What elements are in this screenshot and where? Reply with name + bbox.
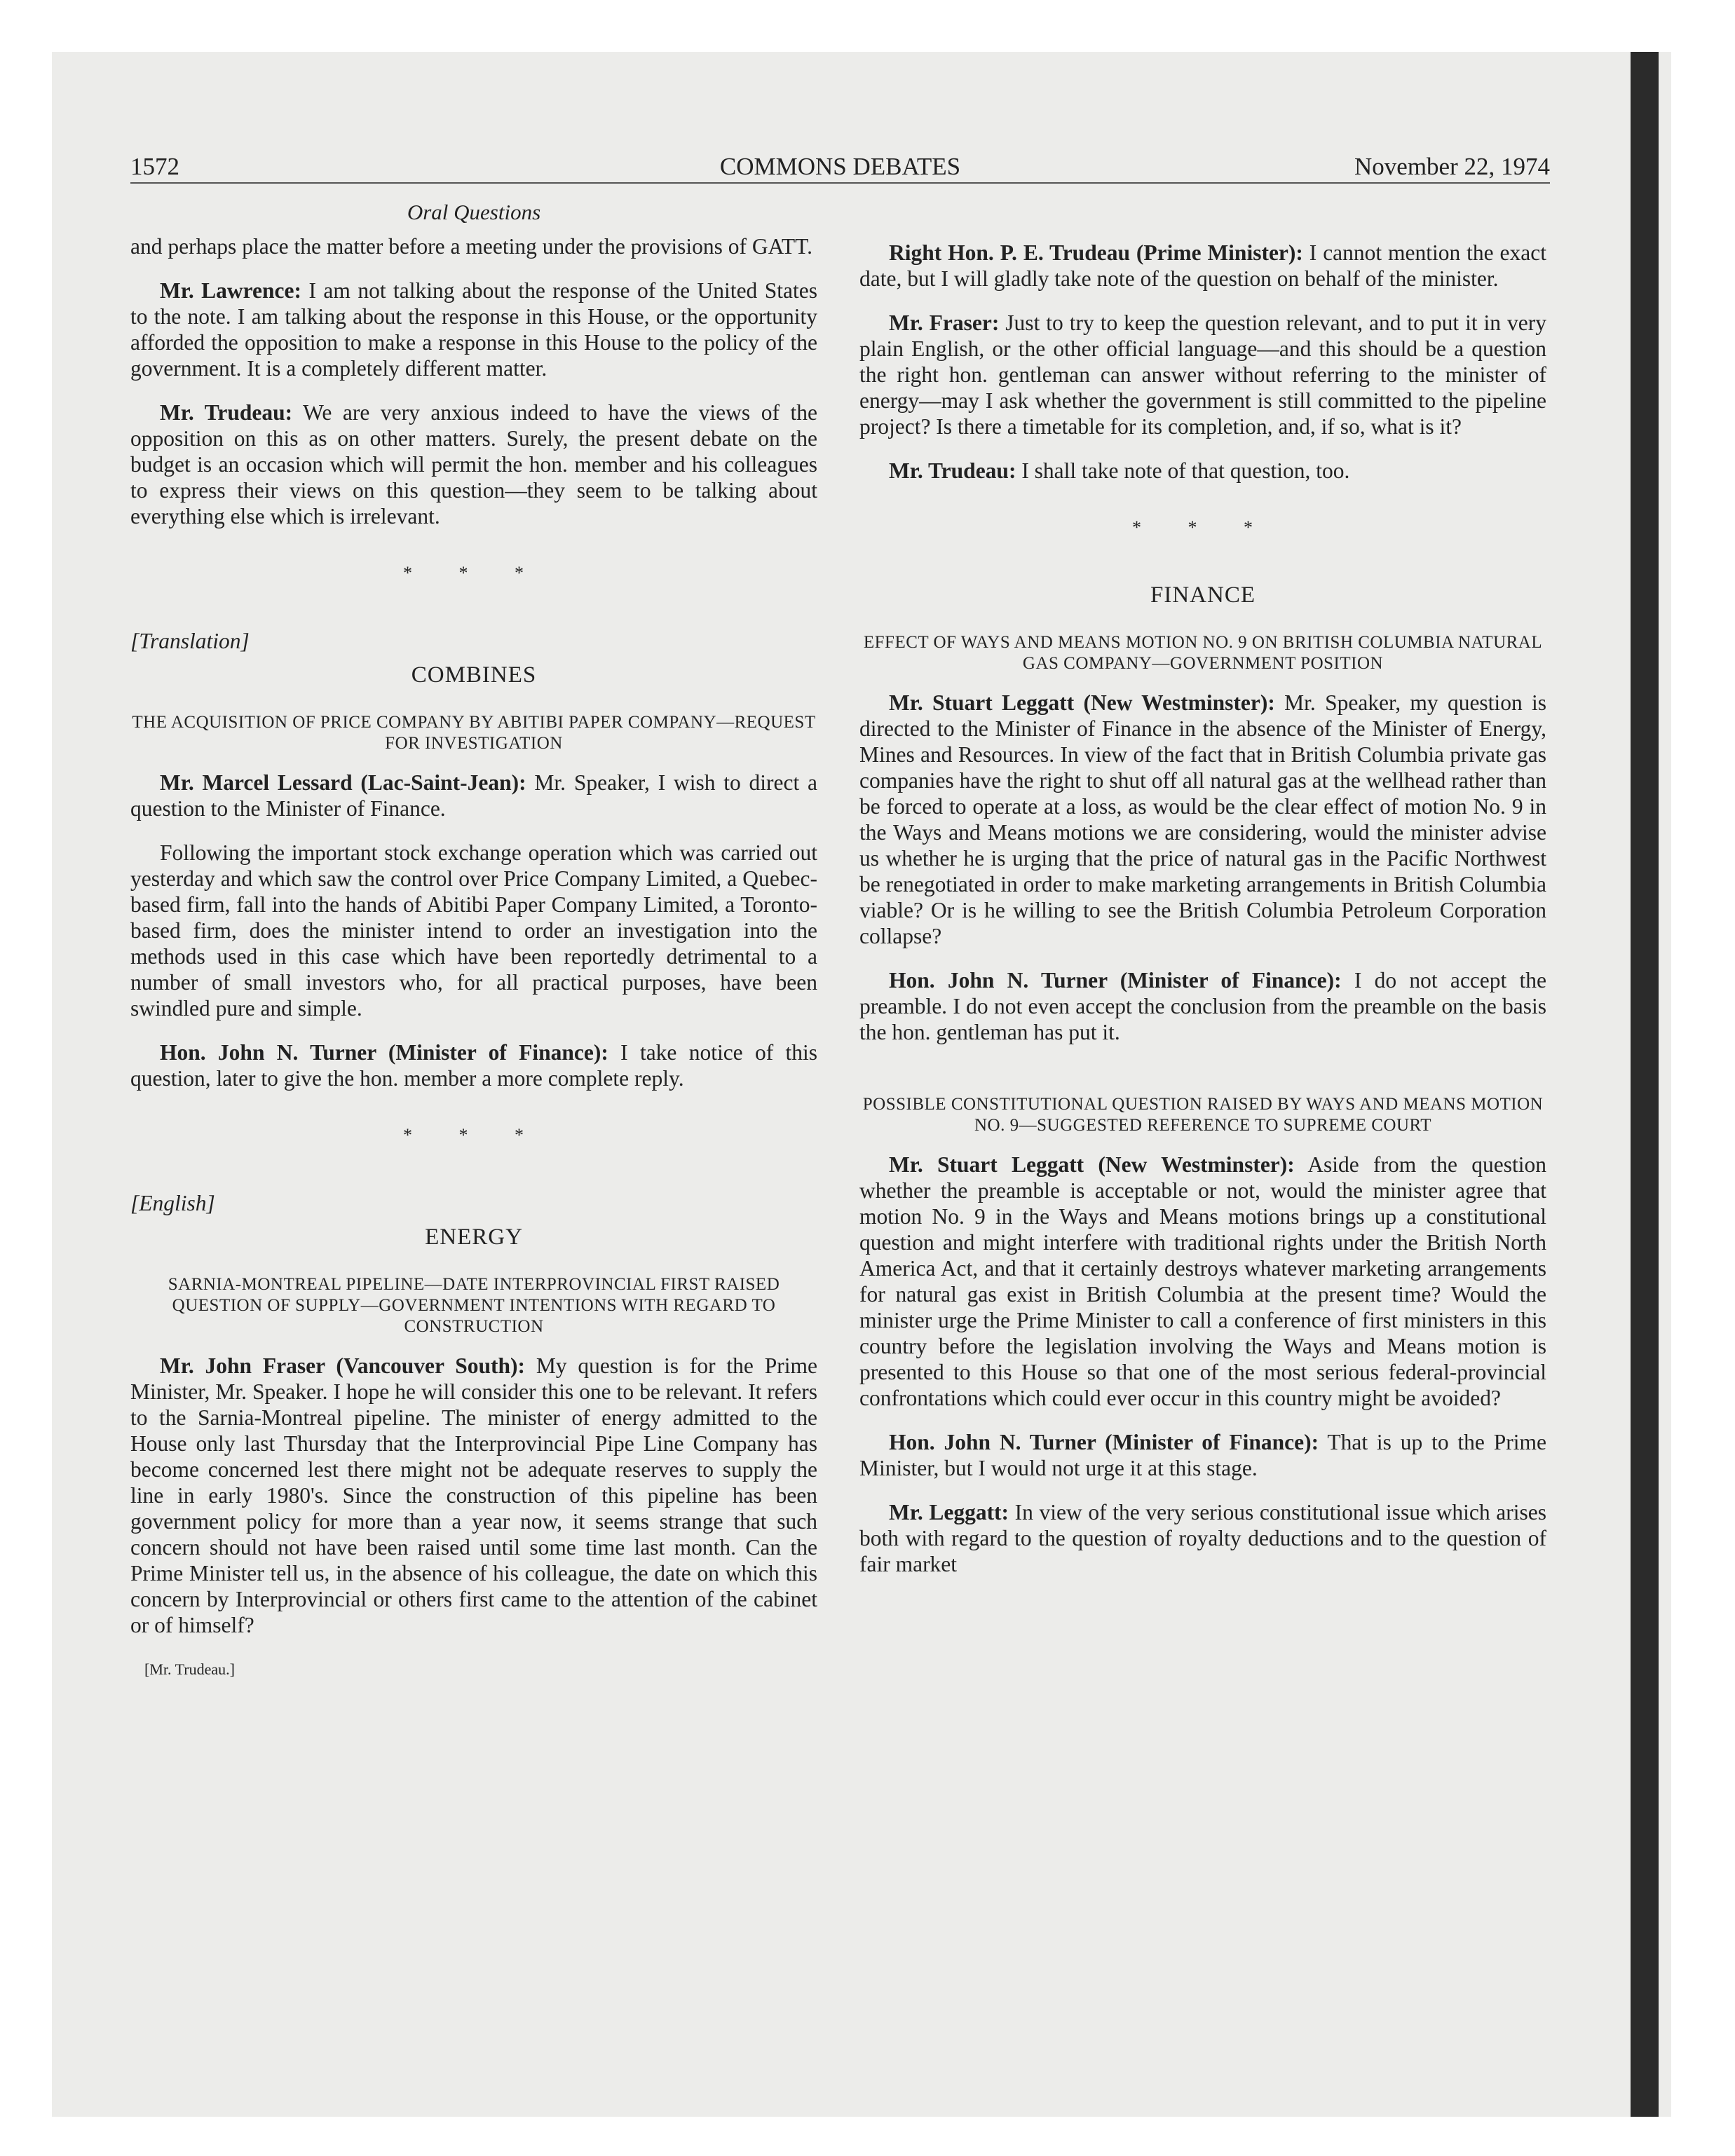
section-separator: * * *: [1132, 517, 1274, 538]
paragraph: [130, 770, 817, 821]
speech-text: My question is for the Prime Minister, Mr. Speaker. I hope he will consider this one to be relevant. It refers to the Sarnia-Montreal pipeline. The minister of energy admitted to the House only last Thursday that the Interprovincial Pipe Line Company has become concerned lest there might not be adequate reserves to supply the line in early 1980's. Since the construction of this pipeline has been government policy for more than a year now, it seems strange that such concern should not have been raised until some time last month. Can the Prime Minister tell us, in the absence of his colleague, the date on which this concern by Interprovincial or others first came to the attention of the cabinet or of himself?: [130, 1353, 817, 1637]
subject-heading: ENERGY: [425, 1224, 523, 1250]
paragraph: [859, 1499, 1546, 1577]
section-separator: * * *: [403, 1125, 545, 1145]
language-tag: [Translation]: [130, 629, 250, 653]
paragraph: [859, 690, 1546, 949]
speaker-name: Mr. John Fraser (Vancouver South):: [160, 1353, 525, 1378]
speech-text: We are very anxious indeed to have the views of the opposition on this as on other matters. Surely, the present debate on the budget is an occasion which will permit the hon. member and his colleagues to express their views on this question—they seem to be talking about everything else which is irrelevant.: [130, 400, 817, 528]
paragraph: [859, 240, 1546, 292]
left-column: [130, 199, 817, 1682]
speaker-name: Mr. Marcel Lessard (Lac-Saint-Jean):: [160, 770, 526, 795]
subject-heading: COMBINES: [411, 662, 537, 688]
speech-text: Mr. Speaker, I wish to direct a question to the Minister of Finance.: [130, 770, 818, 821]
paragraph: [859, 458, 1546, 484]
speaker-name: Mr. Trudeau:: [889, 458, 1016, 483]
paragraph: and perhaps place the matter before a meeting under the provisions of GATT.: [130, 234, 812, 259]
speaker-name: Mr. Lawrence:: [160, 278, 302, 303]
speech-text: That is up to the Prime Minister, but I would not urge it at this stage.: [859, 1430, 1546, 1480]
paragraph: [859, 967, 1546, 1045]
speaker-name: Hon. John N. Turner (Minister of Finance):: [889, 1430, 1319, 1454]
topic-heading: POSSIBLE CONSTITUTIONAL QUESTION RAISED BY WAYS AND MEANS MOTION NO. 9—SUGGESTED REFERENCE TO SUPREME COURT: [862, 1095, 1544, 1135]
speech-text: I do not accept the preamble. I do not even accept the conclusion from the preamble on the basis the hon. gentleman has put it.: [859, 968, 1546, 1044]
speech-text: Aside from the question whether the preamble is acceptable or not, would the minister agree that motion No. 9 in the Ways and Means motions brings up a constitutional question and might interfere with traditional rights under the British North America Act, and that it certainly destroys whatever marketing arrangements for natural gas exist in British Columbia at the present time? Would the minister urge the Prime Minister to call a conference of first ministers in this country before the legislation involving the Ways and Means motion is presented to this House so that one of the most serious federal-provincial confrontations which could ever occur in this country might be avoided?: [859, 1152, 1546, 1410]
right-column: [859, 240, 1546, 1595]
speaker-name: Mr. Stuart Leggatt (New Westminster):: [889, 690, 1275, 715]
paragraph: [130, 1353, 817, 1638]
page-date: November 22, 1974: [1354, 153, 1550, 180]
paragraph: Following the important stock exchange operation which was carried out yesterday and which saw the control over Price Company Limited, a Quebec-based firm, fall into the hands of Abitibi Paper Company Limited, a Toronto-based firm, does the minister intend to order an investigation into the methods used in this case which have been reportedly detrimental to a number of small investors who, for all practical purposes, have been swindled pure and simple.: [130, 840, 817, 1021]
topic-heading: SARNIA-MONTREAL PIPELINE—DATE INTERPROVINCIAL FIRST RAISED QUESTION OF SUPPLY—GOVERNMENT INTENTIONS WITH REGARD TO CONSTRUCTION: [168, 1275, 780, 1336]
paragraph: [130, 1039, 817, 1091]
page-number: 1572: [130, 153, 179, 180]
speaker-name: Mr. Stuart Leggatt (New Westminster):: [889, 1152, 1295, 1177]
page-header: [130, 150, 1550, 184]
speech-text: I am not talking about the response of the United States to the note. I am talking about the response in this House, or the opportunity afforded the opposition to make a response in this House to the policy of the government. It is a completely different matter.: [130, 278, 817, 381]
paragraph: [859, 1429, 1546, 1481]
topic-heading: EFFECT OF WAYS AND MEANS MOTION NO. 9 ON BRITISH COLUMBIA NATURAL GAS COMPANY—GOVERNMENT POSITION: [863, 633, 1543, 673]
publication-title: COMMONS DEBATES: [719, 153, 961, 180]
speech-text: I cannot mention the exact date, but I will gladly take note of the question on behalf of the minister.: [859, 240, 1547, 291]
scan-edge-shadow: [1631, 52, 1659, 2117]
speaker-name: Hon. John N. Turner (Minister of Finance):: [889, 968, 1342, 992]
topic-heading: THE ACQUISITION OF PRICE COMPANY BY ABITIBI PAPER COMPANY—REQUEST FOR INVESTIGATION: [132, 713, 816, 753]
paragraph: [130, 400, 817, 529]
speaker-name: Mr. Leggatt:: [889, 1500, 1009, 1524]
speaker-name: Hon. John N. Turner (Minister of Finance):: [160, 1040, 608, 1065]
speech-text: Just to try to keep the question relevant, and to put it in very plain English, or the other official language—and this should be a question the right hon. gentleman can answer without referring to the minister of energy—may I ask whether the government is still committed to the pipeline project? Is there a timetable for its completion, and, if so, what is it?: [859, 311, 1546, 439]
speech-text: In view of the very serious constitutional issue which arises both with regard to the question of royalty deductions and to the question of fair market: [859, 1500, 1546, 1576]
speech-text: Mr. Speaker, my question is directed to the Minister of Finance in the absence of the Minister of Energy, Mines and Resources. In view of the fact that in British Columbia private gas companies have the right to shut off all natural gas at the wellhead rather than be forced to operate at a loss, as would be the clear effect of motion No. 9 in the Ways and Means motions we are considering, would the minister advise us whether he is urging that the price of natural gas in the Pacific Northwest be renegotiated in order to make marketing arrangements in British Columbia viable? Or is he willing to see the British Columbia Petroleum Corporation collapse?: [859, 690, 1546, 948]
speaker-name: Mr. Fraser:: [889, 311, 1000, 335]
paragraph: [130, 278, 817, 381]
speaker-footnote: [Mr. Trudeau.]: [144, 1660, 235, 1678]
speech-text: I shall take note of that question, too.: [1016, 458, 1350, 483]
paragraph: [859, 1152, 1546, 1411]
speaker-name: Mr. Trudeau:: [160, 400, 293, 425]
subject-heading: FINANCE: [1150, 582, 1256, 608]
speech-text: I take notice of this question, later to give the hon. member a more complete reply.: [130, 1040, 818, 1091]
section-separator: * * *: [403, 563, 545, 583]
paragraph: [859, 310, 1546, 439]
speaker-name: Right Hon. P. E. Trudeau (Prime Minister):: [889, 240, 1303, 265]
language-tag: [English]: [130, 1191, 215, 1215]
running-head: Oral Questions: [407, 200, 541, 224]
